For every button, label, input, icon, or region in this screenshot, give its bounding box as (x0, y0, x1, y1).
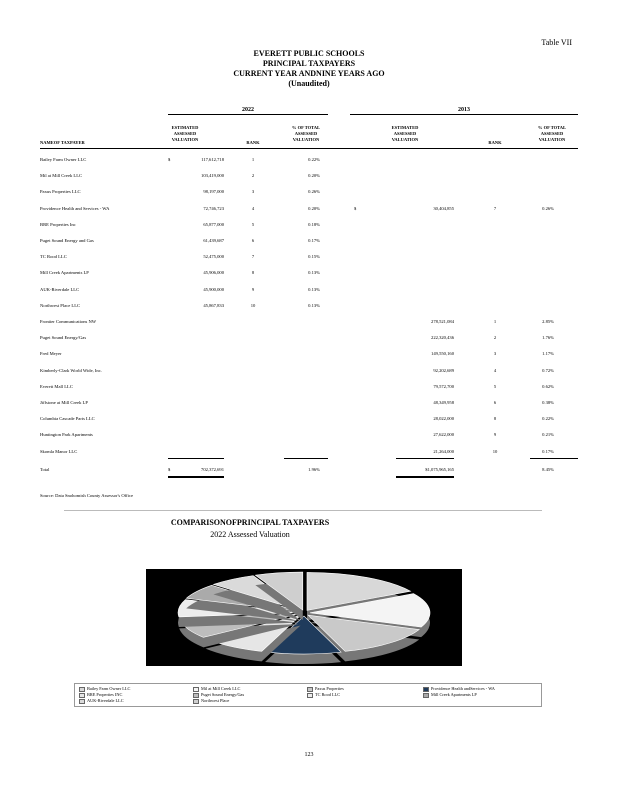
pct-2022: 0.22% (308, 157, 320, 162)
taxpayer-name: AUK-Riverdale LLC (40, 286, 80, 292)
year-current-rule (168, 114, 328, 115)
legend-label: Bailey Farm Owner LLC (87, 686, 131, 691)
legend-entry (79, 698, 124, 704)
legend-swatch (423, 687, 429, 692)
value-2022: 103,419,000 (201, 173, 224, 179)
legend-swatch (79, 687, 85, 692)
taxpayer-name: TC Rood LLC (40, 254, 67, 260)
col-est-22: ESTIMATED ASSESSED VALUATION (171, 125, 199, 142)
col-est-13: ESTIMATED ASSESSED VALUATION (391, 125, 419, 142)
legend-swatch (423, 693, 429, 698)
total-v13: $1,075,965,165 (425, 467, 454, 472)
legend-swatch (193, 687, 199, 692)
total-p22: 1.96% (308, 467, 320, 472)
pct-2013: 0.62% (542, 383, 554, 389)
total-dollar: $ (168, 467, 171, 472)
rank-2013: 10 (492, 448, 498, 454)
pct-2022: 0.13% (308, 302, 320, 308)
rank-2013: 7 (493, 205, 497, 211)
pct-2013: 0.21% (542, 432, 554, 438)
pct-2022: 0.18% (308, 221, 320, 227)
legend-entry (79, 692, 122, 698)
page-number: 123 (304, 752, 314, 758)
legend-label: Puget Sound Energy/Gas (201, 692, 245, 697)
legend-label: Providence Health andServices - WA (431, 686, 495, 691)
legend-label: Paxus Properties (315, 686, 344, 691)
taxpayer-name: Kimberly-Clark World Wide, Inc. (40, 367, 102, 373)
pct-2022: 0.17% (308, 238, 320, 243)
col-pct-13: % OF TOTAL ASSESSED VALUATION (537, 125, 567, 142)
rank-2013: 5 (493, 383, 497, 389)
total-p13: 8.45% (542, 467, 554, 472)
value-2013: 149,550,160 (431, 351, 454, 357)
rank-2013: 9 (493, 432, 497, 438)
taxpayer-name: Puget Sound Energy/Gas (40, 335, 87, 341)
total-rule-p13 (530, 458, 578, 459)
col-pct-22: % OF TOTAL ASSESSED VALUATION (291, 125, 321, 142)
taxpayer-name: BRE Properties Inc (40, 221, 76, 227)
legend-label: TC Rood LLC (315, 692, 341, 697)
value-2013: 278,521,084 (431, 319, 454, 324)
legend-entry (193, 698, 229, 704)
rank-2022: 7 (251, 254, 255, 260)
legend-label: Mil at Mill Creek LLC (201, 686, 241, 691)
col-rank-22: RANK (246, 140, 260, 145)
rank-2013: 6 (493, 400, 497, 405)
table-label: Table VII (541, 38, 572, 47)
taxpayer-name: Paxus Properties LLC (40, 189, 81, 195)
legend-label: AUK-Riverdale LLC (87, 698, 124, 703)
rank-2013: 4 (493, 367, 497, 373)
total-rule-v22 (168, 458, 224, 459)
legend-swatch (193, 699, 199, 704)
taxpayer-name: Columbia Cascade Parts LLC (40, 416, 95, 422)
year-current: 2022 (242, 107, 254, 113)
rank-2022: 2 (251, 173, 255, 179)
header-rule (40, 148, 578, 149)
rank-2013: 8 (493, 416, 497, 422)
pct-2022: 0.15% (308, 254, 320, 260)
rank-2022: 1 (251, 157, 255, 162)
rank-2022: 3 (251, 189, 255, 195)
taxpayer-name: Huntington Park Apartments (40, 432, 93, 438)
pct-2013: 0.72% (542, 367, 554, 373)
col-rank-13: RANK (488, 140, 502, 145)
pct-2013: 1.76% (542, 335, 554, 341)
year-prior: 2013 (458, 107, 470, 113)
rank-2022: 6 (251, 238, 255, 243)
value-2013: 30,404,855 (433, 205, 454, 211)
value-2013: 48,349,958 (433, 400, 454, 405)
rank-2022: 8 (251, 270, 255, 276)
taxpayer-name: Skomla Manor LLC (40, 448, 78, 454)
pct-2013: 1.17% (542, 351, 554, 357)
total-double-rule-2 (396, 476, 454, 478)
pct-2022: 0.20% (308, 205, 320, 211)
legend-swatch (193, 693, 199, 698)
title-line-2: PRINCIPAL TAXPAYERS (262, 59, 356, 68)
pct-2022: 0.13% (308, 270, 320, 276)
value-2022: 65,877,000 (203, 221, 224, 227)
value-2022: 45,900,000 (203, 286, 224, 292)
title-line-3: CURRENT YEAR ANDNINE YEARS AGO (233, 69, 385, 78)
pct-2022: 0.13% (308, 286, 320, 292)
legend-entry (193, 686, 240, 692)
total-rule-p22 (284, 458, 328, 459)
legend-entry (193, 692, 244, 698)
year-prior-rule (350, 114, 578, 115)
legend-swatch (79, 693, 85, 698)
pct-2013: 0.26% (542, 205, 554, 211)
taxpayer-name: Providence Health and Services - WA (40, 205, 110, 211)
legend-entry (423, 692, 477, 698)
value-2022: 72,746,723 (203, 205, 224, 211)
rank-2022: 10 (250, 302, 256, 308)
legend-entry (307, 692, 340, 698)
taxpayer-name: Bailey Farm Owner LLC (40, 157, 87, 162)
value-2013: 27,622,000 (433, 432, 454, 438)
pct-2013: 0.17% (542, 448, 554, 454)
value-2022: 98,197,000 (203, 189, 224, 195)
taxpayer-name: Mil at Mill Creek LLC (40, 173, 83, 179)
total-rule-v13 (396, 458, 454, 459)
dollar-sign: $ (168, 157, 171, 162)
pct-2022: 0.26% (308, 189, 320, 195)
pie-chart-svg (146, 569, 462, 666)
taxpayer-name: Puget Sound Energy and Gas (40, 238, 94, 243)
taxpayer-name: Jiffstone at Mill Creek LP (40, 400, 88, 405)
value-2013: 28,022,000 (433, 416, 454, 422)
pct-2022: 0.20% (308, 173, 320, 179)
title-line-4: (Unaudited) (288, 79, 330, 88)
value-2013: 92,202,689 (433, 367, 454, 373)
legend-swatch (307, 687, 313, 692)
taxpayer-name: Frontier Communications NW (40, 319, 97, 324)
legend-swatch (79, 699, 85, 704)
value-2022: 45,906,000 (203, 270, 224, 276)
pct-2013: 2.85% (542, 319, 554, 324)
total-label: Total (40, 467, 50, 472)
total-v22: 702,372,691 (201, 467, 224, 472)
taxpayer-name: Mill Creek Apartments LP (40, 270, 89, 276)
taxpayer-name: Northwest Place LLC (40, 302, 81, 308)
taxpayer-name: Fred Meyer (40, 351, 62, 357)
legend-entry (79, 686, 130, 692)
total-double-rule-1 (168, 476, 224, 478)
legend-entry (307, 686, 344, 692)
rank-2013: 2 (493, 335, 497, 341)
rank-2013: 3 (493, 351, 497, 357)
legend-label: Mill Creek Apartments LP (431, 692, 477, 697)
value-2022: 45,867,833 (203, 302, 224, 308)
legend-label: BRE Properties INC (87, 692, 123, 697)
value-2022: 61,439,687 (203, 238, 224, 243)
legend-entry (423, 686, 495, 692)
col-name: NAMEOF TAXPAYER (40, 140, 85, 145)
rank-2022: 4 (251, 205, 255, 211)
value-2013: 21,264,000 (433, 448, 454, 454)
rank-2022: 9 (251, 286, 255, 292)
legend-label: Northwest Place (201, 698, 230, 703)
value-2022: 52,475,000 (203, 254, 224, 260)
rank-2022: 5 (251, 221, 255, 227)
pie-chart-area (146, 569, 462, 666)
value-2013: 79,572,700 (433, 383, 454, 389)
dollar-sign: $ (354, 205, 357, 211)
title-line-1: EVERETT PUBLIC SCHOOLS (253, 49, 365, 58)
source-note: Source: Data Snohomish County Assessor's Office (40, 493, 133, 498)
legend-swatch (307, 693, 313, 698)
pct-2013: 0.38% (542, 400, 554, 405)
chart-subtitle: 2022 Assessed Valuation (210, 530, 290, 539)
value-2013: 222,320,436 (431, 335, 454, 341)
value-2022: 117,612,718 (201, 157, 224, 162)
taxpayer-name: Everett Mall LLC (40, 383, 73, 389)
pct-2013: 0.22% (542, 416, 554, 422)
rank-2013: 1 (493, 319, 497, 324)
chart-title: COMPARISONOFPRINCIPAL TAXPAYERS (170, 518, 330, 527)
chart-legend (74, 683, 542, 707)
